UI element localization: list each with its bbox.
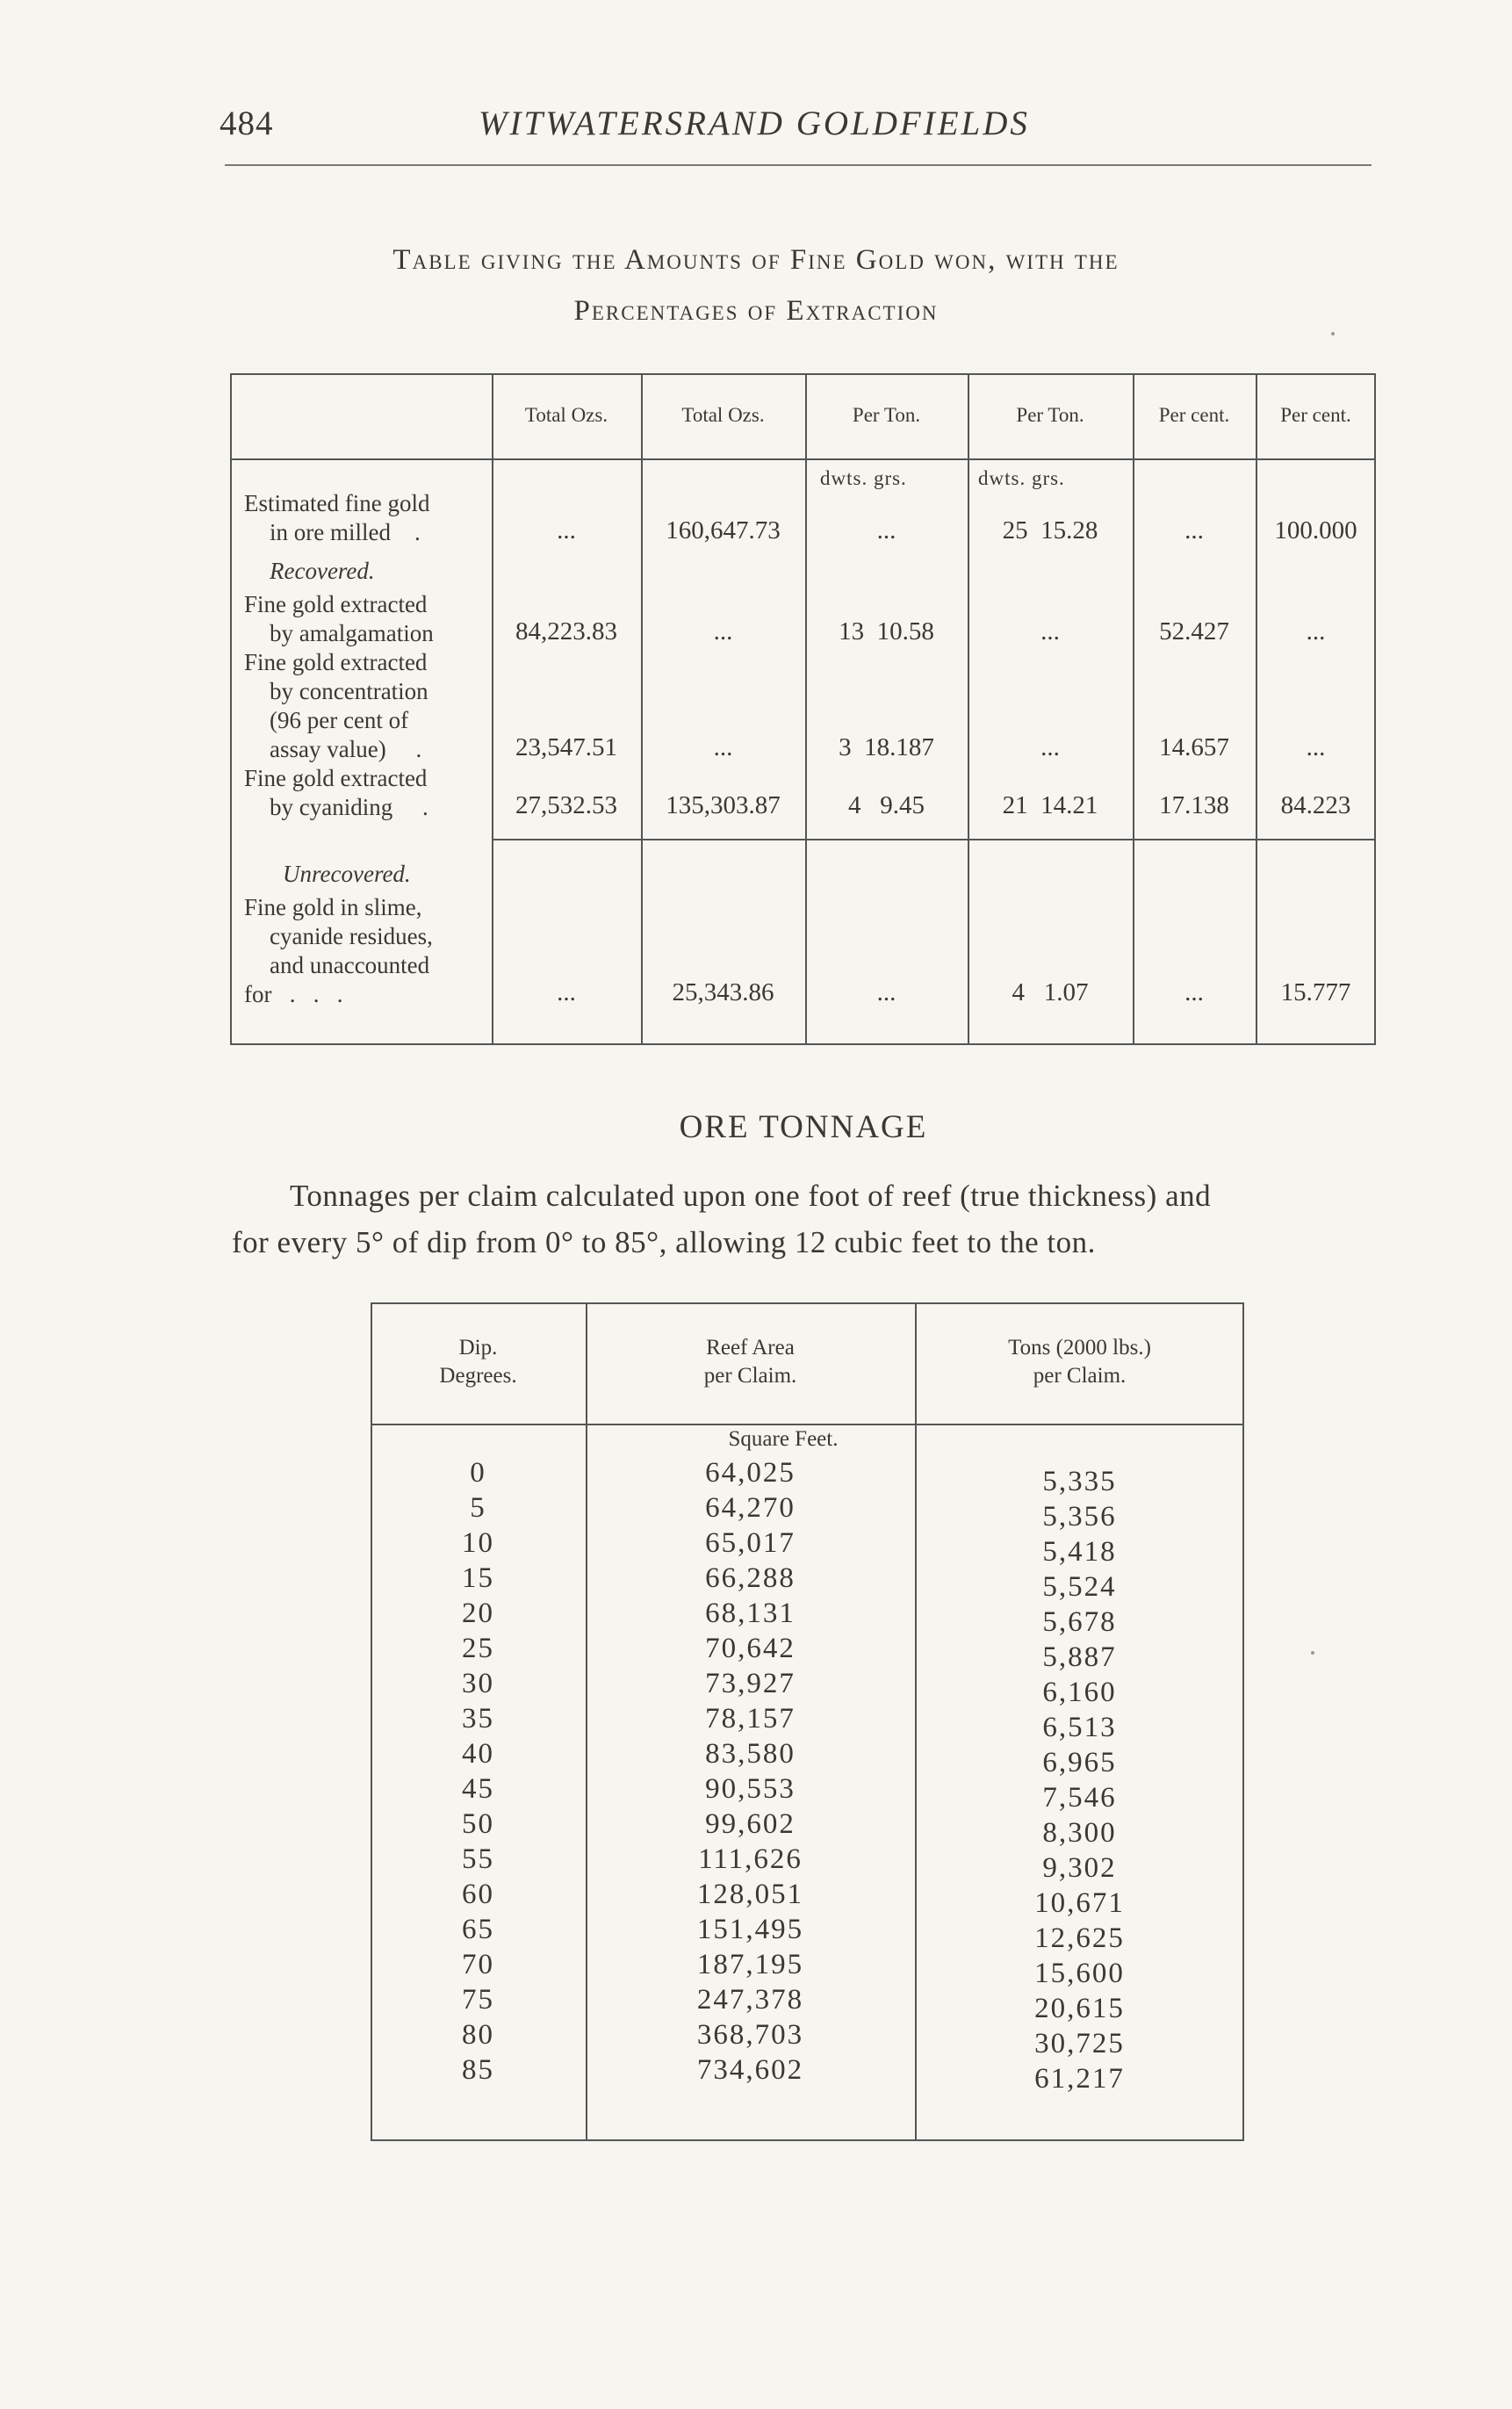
row-label-estimated-1: Estimated fine gold [244,490,430,516]
cell-amalgamation-per-ton-b: ... [1040,617,1060,646]
header-area-line-2: per Claim. [703,1364,797,1388]
cell-amalgamation-per-ton-a: 13 10.58 [839,617,934,646]
dip-value: 15 [462,1562,494,1594]
header-per-ton-b: Per Ton. [1016,404,1084,426]
tons-column [915,1455,1244,2096]
dip-value: 45 [462,1773,494,1805]
area-value: 83,580 [705,1738,796,1770]
cell-amalgamation-total-ozs-a: 84,223.83 [515,617,617,646]
cell-cyaniding-per-cent-a: 17.138 [1159,791,1229,819]
header-dip-line-2: Degrees. [439,1364,517,1388]
cell-unrecovered-total-ozs-a: ... [557,978,576,1006]
area-value: 151,495 [696,1914,804,1945]
cell-amalgamation-total-ozs-b: ... [713,617,733,646]
header-total-ozs-a: Total Ozs. [524,404,608,426]
area-value: 66,288 [705,1562,796,1594]
ore-tonnage-paragraph-line-1: Tonnages per claim calculated upon one foot of reef (true thickness) and [290,1179,1212,1213]
row-label-unrecovered-2: cyanide residues, [270,923,433,949]
row-label-cyaniding-2: by cyaniding . [270,794,428,820]
tons-value: 5,887 [1042,1641,1117,1673]
unit-dwts-grs-b: dwts. grs. [978,467,1065,489]
tons-value: 9,302 [1042,1852,1117,1884]
tons-value: 5,335 [1042,1466,1117,1497]
header-rule [225,164,1372,166]
page-speck [1331,332,1335,335]
dip-value: 20 [462,1598,494,1629]
dip-value: 40 [462,1738,494,1770]
header-rule [230,458,1376,460]
column-divider [1133,373,1134,1045]
header-per-ton-a: Per Ton. [852,404,921,426]
area-value: 70,642 [705,1633,796,1664]
dip-value: 10 [462,1527,494,1559]
dip-value: 60 [462,1879,494,1910]
row-label-unrecovered-4: for . . . [244,981,343,1007]
row-label-concentration-3: (96 per cent of [270,707,409,733]
cell-concentration-per-cent-b: ... [1306,733,1326,761]
cell-cyaniding-total-ozs-a: 27,532.53 [515,791,617,819]
section-rule [492,839,1376,840]
cell-unrecovered-per-cent-a: ... [1184,978,1204,1006]
dip-value: 50 [462,1808,494,1840]
cell-concentration-per-cent-a: 14.657 [1159,733,1229,761]
header-tons-line-1: Tons (2000 lbs.) [1008,1336,1151,1360]
row-label-concentration-4: assay value) . [270,736,422,762]
header-reef-area [586,1334,915,1390]
ore-tonnage-heading: ORE TONNAGE [679,1109,928,1145]
table-title-line-1: Table giving the Amounts of Fine Gold won, with the [392,244,1120,276]
area-value: 90,553 [705,1773,796,1805]
row-label-concentration-2: by concentration [270,678,428,704]
cell-amalgamation-per-cent-a: 52.427 [1159,617,1229,646]
area-value: 64,025 [705,1457,796,1489]
dip-value: 80 [462,2019,494,2051]
recovered-heading: Recovered. [270,558,375,584]
row-label-amalgamation-1: Fine gold extracted [244,591,428,617]
column-divider [1256,373,1257,1045]
tons-value: 61,217 [1034,2063,1125,2095]
cell-concentration-total-ozs-a: 23,547.51 [515,733,617,761]
header-tons-line-2: per Claim. [1033,1364,1127,1388]
page-number: 484 [220,105,274,142]
header-per-cent-a: Per cent. [1158,404,1230,426]
column-divider [492,373,493,1045]
row-label-concentration-1: Fine gold extracted [244,649,428,675]
cell-estimated-per-ton-a: ... [876,516,896,545]
unrecovered-heading: Unrecovered. [283,861,411,887]
tons-value: 20,615 [1034,1993,1125,2024]
tons-value: 30,725 [1034,2028,1125,2059]
header-rule [371,1424,1244,1425]
area-value: 64,270 [705,1492,796,1524]
header-per-cent-b: Per cent. [1280,404,1351,426]
area-value: 368,703 [696,2019,804,2051]
cell-cyaniding-total-ozs-b: 135,303.87 [666,791,781,819]
cell-estimated-per-cent-b: 100.000 [1274,516,1357,545]
area-value: 78,157 [705,1703,796,1735]
tons-value: 15,600 [1034,1958,1125,1989]
dip-value: 5 [470,1492,486,1524]
cell-estimated-total-ozs-a: ... [557,516,576,545]
cell-unrecovered-per-cent-b: 15.777 [1280,978,1351,1006]
table-bottom-rule [371,2139,1244,2141]
column-divider [641,373,643,1045]
area-column [586,1455,915,2088]
tons-value: 5,524 [1042,1571,1117,1603]
cell-estimated-per-ton-b: 25 15.28 [1002,516,1098,545]
dip-value: 75 [462,1984,494,2016]
cell-cyaniding-per-cent-b: 84.223 [1280,791,1351,819]
tons-value: 6,513 [1042,1712,1117,1743]
tons-value: 5,356 [1042,1501,1117,1533]
ore-tonnage-paragraph-line-2: for every 5° of dip from 0° to 85°, allowing 12 cubic feet to the ton. [232,1225,1096,1259]
running-title: WITWATERSRAND GOLDFIELDS [479,105,1030,142]
dip-value: 25 [462,1633,494,1664]
header-dip [371,1334,586,1390]
area-value: 68,131 [705,1598,796,1629]
header-dip-line-1: Dip. [458,1336,498,1360]
running-head [220,95,1379,148]
row-label-estimated-2: in ore milled . [270,519,421,545]
cell-concentration-per-ton-b: ... [1040,733,1060,761]
cell-amalgamation-per-cent-b: ... [1306,617,1326,646]
row-label-cyaniding-1: Fine gold extracted [244,765,428,791]
table-bottom-rule [230,1043,1376,1045]
unit-dwts-grs-a: dwts. grs. [820,467,907,489]
area-value: 65,017 [705,1527,796,1559]
tons-value: 12,625 [1034,1922,1125,1954]
area-value: 187,195 [696,1949,804,1980]
tons-value: 5,418 [1042,1536,1117,1568]
fine-gold-table [230,373,1376,1045]
tons-value: 5,678 [1042,1606,1117,1638]
row-label-unrecovered-1: Fine gold in slime, [244,894,422,920]
table-title-line-2: Percentages of Extraction [573,295,939,327]
ore-tonnage-table [371,1302,1244,2141]
header-total-ozs-b: Total Ozs. [681,404,765,426]
header-area-line-1: Reef Area [706,1336,795,1360]
cell-cyaniding-per-ton-a: 4 9.45 [848,791,925,819]
column-divider [805,373,807,1045]
cell-concentration-per-ton-a: 3 18.187 [839,733,934,761]
cell-concentration-total-ozs-b: ... [713,733,733,761]
header-rule [230,373,1376,375]
header-tons [915,1334,1244,1390]
dip-value: 35 [462,1703,494,1735]
page-speck [1311,1651,1314,1655]
area-unit-label: Square Feet. [728,1427,839,1451]
dip-value: 70 [462,1949,494,1980]
dip-column [371,1455,586,2088]
area-value: 128,051 [696,1879,804,1910]
area-value: 99,602 [705,1808,796,1840]
cell-unrecovered-per-ton-b: 4 1.07 [1012,978,1089,1006]
cell-estimated-total-ozs-b: 160,647.73 [666,516,781,545]
header-rule [371,1302,1244,1304]
cell-cyaniding-per-ton-b: 21 14.21 [1002,791,1098,819]
table-border-left [230,373,232,1045]
dip-value: 30 [462,1668,494,1699]
dip-value: 55 [462,1843,494,1875]
tons-value: 8,300 [1042,1817,1117,1849]
dip-value: 65 [462,1914,494,1945]
dip-value: 85 [462,2054,494,2086]
row-label-amalgamation-2: by amalgamation [270,620,434,646]
area-value: 111,626 [698,1843,803,1875]
row-label-unrecovered-3: and unaccounted [270,952,430,978]
tons-value: 6,160 [1042,1677,1117,1708]
cell-estimated-per-cent-a: ... [1184,516,1204,545]
area-value: 247,378 [696,1984,804,2016]
dip-value: 0 [470,1457,486,1489]
tons-value: 6,965 [1042,1747,1117,1778]
column-divider [968,373,969,1045]
cell-unrecovered-per-ton-a: ... [876,978,896,1006]
tons-value: 10,671 [1034,1887,1125,1919]
area-value: 734,602 [696,2054,804,2086]
cell-unrecovered-total-ozs-b: 25,343.86 [672,978,774,1006]
area-value: 73,927 [705,1668,796,1699]
table-border-right [1374,373,1376,1045]
tons-value: 7,546 [1042,1782,1117,1814]
